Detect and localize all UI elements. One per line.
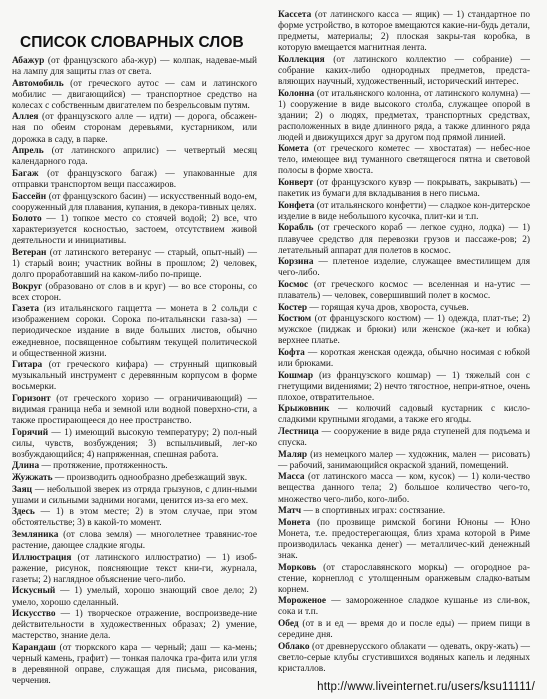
entry-headword: Вокруг xyxy=(12,281,43,292)
dictionary-entry xyxy=(12,530,257,552)
dictionary-entry xyxy=(12,79,257,112)
page-title: СПИСОК СЛОВАРНЫХ СЛОВ xyxy=(20,34,244,51)
dictionary-entry xyxy=(278,223,530,256)
entry-headword: Облако xyxy=(278,641,310,652)
dictionary-entry xyxy=(278,563,530,596)
entry-definition: (от итальянского конфетти) — сладкое кон-дитерское изделие в виде небольшого кусочка, плит-ки и т.п. xyxy=(278,200,530,222)
entry-definition: — в спортивных играх: состязание. xyxy=(301,506,446,517)
dictionary-entry xyxy=(278,201,530,223)
entry-headword: Масса xyxy=(278,472,305,483)
entry-headword: Длина xyxy=(12,461,40,472)
entry-headword: Костюм xyxy=(278,314,312,325)
entry-headword: Лестница xyxy=(278,427,319,438)
entry-headword: Здесь xyxy=(12,507,35,518)
dictionary-entry xyxy=(12,473,257,484)
dictionary-entry xyxy=(278,144,530,177)
entry-definition: — горящая куча дров, хвороста, сучьев. xyxy=(307,302,469,313)
dictionary-entry xyxy=(278,472,530,505)
entry-headword: Обед xyxy=(278,619,299,629)
entry-definition: — колючий садовый кустарник с кисло-сладкими крупными ягодами, а также его ягоды. xyxy=(278,404,530,426)
entry-headword: Корзина xyxy=(278,257,314,268)
left-column xyxy=(12,56,257,687)
entry-headword: Конфета xyxy=(278,200,315,211)
entry-headword: Ветеран xyxy=(12,247,47,258)
entry-headword: Морковь xyxy=(278,562,317,573)
entry-definition: (от французского аба-жур) — колпак, надевае-мый на лампу для защиты глаз от света. xyxy=(12,56,257,78)
entry-headword: Газета xyxy=(12,304,40,315)
dictionary-entry xyxy=(278,619,530,641)
entry-definition: (по прозвище римской богини Юноны — Юно Монета, т.е. предостерегающая, близ храма которой в Риме производилась чеканка денег) — металличес-кий денежный знак. xyxy=(278,517,530,561)
entry-headword: Карандаш xyxy=(12,642,56,653)
entry-definition: (от итальянского колонна, от латинского колумна) — 1) сооружение в виде высокого столба, служащее опорой в здании; 2) о людях, предметах, транспортных средствах, расположенных в виде длинного ряда, а также длинного ряда людей и движущихся друг за другом под прямой линией. xyxy=(278,88,530,143)
dictionary-entry xyxy=(12,507,257,529)
entry-headword: Мороженое xyxy=(278,596,327,607)
entry-headword: Матч xyxy=(278,506,302,517)
entry-definition: (от латинского касса — ящик) — 1) стандартное по форме устройство, в которое вмещаются какие-ни-будь детали, предметы, материалы; 2) плоская закры-тая коробка, в которую вмещается магнитная лента. xyxy=(278,10,530,54)
entry-headword: Иллюстрация xyxy=(12,552,72,563)
dictionary-entry xyxy=(278,450,530,472)
entry-definition: — 1) умелый, хорошо знающий свое дело; 2) умело, хорошо сделанный. xyxy=(12,586,257,608)
dictionary-entry xyxy=(278,89,530,144)
dictionary-entry xyxy=(12,360,257,393)
entry-headword: Бассейн xyxy=(12,191,47,202)
entry-definition: (из французского кошмар) — 1) тяжелый сон с гнетущими видениями; 2) нечто тягостное, непри-ятное, очень плохое, отвратительное. xyxy=(278,370,530,403)
entry-definition: (от французского алле — идти) — дорога, обсажен-ная по обеим сторонам деревьями, кустарником, или дорожка в саду, в парке. xyxy=(12,112,257,145)
entry-definition: (от греческого кораб — легкое судно, лодка) — 1) плавучее средство для перевозки грузов и пассаже-ров; 2) летательный аппарат для полетов в космос. xyxy=(278,223,530,256)
entry-headword: Комета xyxy=(278,144,309,155)
entry-definition: — замороженное сладкое кушанье из сли-вок, сока и т.п. xyxy=(278,596,530,618)
entry-definition: (от слова земля) — многолетнее травянис-тое растение, дающее сладкие ягоды. xyxy=(12,530,257,552)
dictionary-entry xyxy=(278,642,530,675)
entry-definition: — протяжение, протяженность. xyxy=(39,461,168,472)
entry-headword: Земляника xyxy=(12,530,59,541)
entry-headword: Искусный xyxy=(12,586,56,597)
entry-definition: (от старославянского моркы) — огородное ра-стение, корнеплод с утолщенным оранжевым сладко-ватым корнем. xyxy=(278,562,530,595)
entry-definition: (от тюркского кара — черный; даш — ка-мень; черный камень, графит) — тонкая палочка гра-фита или угля в деревянной оправе, служащая для письма, рисования, черчения. xyxy=(12,642,257,687)
entry-definition: (от французского басин) — искусственный водо-ем, сооруженный для плавания, купания, в декора-тивных целях. xyxy=(12,191,257,213)
entry-definition: (от греческого хоризо — ограничивающий) — видимая граница неба и земной или водной поверхно-сти, а также простирающееся до нее пространство. xyxy=(12,393,257,427)
entry-headword: Болото xyxy=(12,214,42,225)
entry-definition: — 1) в этом месте; 2) в этом случае, при этом обстоятельстве; 3) в какой-то момент. xyxy=(12,507,257,529)
entry-headword: Багаж xyxy=(12,168,39,179)
dictionary-entry xyxy=(12,248,257,281)
dictionary-entry xyxy=(12,214,257,247)
dictionary-entry xyxy=(278,404,530,426)
entry-headword: Коллекция xyxy=(278,54,325,65)
entry-definition: (от французского кувэр — покрывать, закрывать) — пакетик из бумаги для вкладывания в него письма. xyxy=(278,178,530,200)
dictionary-entry xyxy=(12,461,257,472)
entry-headword: Аллея xyxy=(12,112,39,123)
entry-definition: — короткая женская одежда, обычно носимая с юбкой или брюками. xyxy=(278,347,530,369)
entry-headword: Корабль xyxy=(278,223,314,234)
entry-definition: — 1) имеющий высокую температуру; 2) пол-ный силы, чувств, возбуждения; 3) вспыльчивый, лег-ко возбуждающийся; 4) напряженная, спешная работа. xyxy=(12,427,257,460)
entry-definition: — 1) топкое место со стоячей водой; 2) все, что характеризуется косностью, застоем, отсутствием живой деятельности и инициативы. xyxy=(12,214,257,247)
dictionary-entry xyxy=(12,146,257,168)
dictionary-entry xyxy=(278,55,530,88)
entry-definition: (от французского багаж) — упакованные для отправки транспортом вещи пассажиров. xyxy=(12,168,257,190)
dictionary-entry xyxy=(12,586,257,608)
entry-headword: Апрель xyxy=(12,146,44,157)
dictionary-entry xyxy=(278,314,530,347)
entry-headword: Абажур xyxy=(12,56,45,66)
entry-headword: Космос xyxy=(278,279,309,290)
entry-headword: Костер xyxy=(278,302,308,313)
dictionary-entry xyxy=(278,371,530,404)
entry-headword: Кассета xyxy=(278,10,312,20)
entry-headword: Горячий xyxy=(12,427,49,438)
entry-headword: Искусство xyxy=(12,609,56,620)
entry-headword: Горизонт xyxy=(12,393,51,404)
entry-headword: Конверт xyxy=(278,178,314,189)
entry-definition: (от латинского иллюстратио) — 1) изоб-ражение, рисунок, поясняющие текст кни-ги, журнала, газеты; 2) наглядное объяснение чего-либо. xyxy=(12,552,257,585)
entry-definition: (от латинского коллектио — собрание) — собрание каких-либо однородных предметов, предста-вляющих научный, художественный, исторический интерес. xyxy=(278,54,530,87)
entry-headword: Кофта xyxy=(278,347,305,358)
dictionary-entry xyxy=(278,303,530,314)
dictionary-entry xyxy=(278,10,530,54)
dictionary-entry xyxy=(278,348,530,370)
entry-headword: Гитара xyxy=(12,360,43,371)
dictionary-entry xyxy=(278,596,530,618)
dictionary-entry xyxy=(12,609,257,642)
entry-definition: (образовано от слов в и круг) — во все стороны, со всех сторон. xyxy=(12,281,257,303)
dictionary-entry xyxy=(12,169,257,191)
dictionary-entry xyxy=(278,178,530,200)
entry-headword: Жужжать xyxy=(12,473,53,484)
dictionary-entry xyxy=(278,506,530,517)
dictionary-entry xyxy=(12,56,257,78)
entry-headword: Монета xyxy=(278,517,311,528)
entry-headword: Колонна xyxy=(278,88,315,99)
dictionary-entry xyxy=(12,553,257,586)
dictionary-entry xyxy=(278,257,530,279)
dictionary-entry xyxy=(278,518,530,562)
entry-definition: (из немецкого малер — художник, мален — рисовать) — рабочий, занимающийся окраской зданий, помещений. xyxy=(278,449,530,471)
entry-definition: (от древнерусского облакати — одевать, окру-жать) — светло-серые клубы сгустившихся водяных капель и ледяных кристаллов. xyxy=(278,641,530,674)
dictionary-entry xyxy=(12,428,257,461)
entry-headword: Кошмар xyxy=(278,370,314,381)
dictionary-entry xyxy=(12,304,257,359)
dictionary-entry xyxy=(278,280,530,302)
entry-definition: (от французского костюм) — 1) одежда, плат-тье; 2) мужское (пиджак и брюки) или женское (жа-кет и юбка) верхнее платье. xyxy=(278,314,530,347)
right-column xyxy=(278,10,530,675)
dictionary-entry xyxy=(12,282,257,304)
entry-headword: Крыжовник xyxy=(278,404,330,415)
entry-headword: Автомобиль xyxy=(12,78,64,89)
entry-headword: Маляр xyxy=(278,449,308,460)
entry-definition: (от греческого кометес — хвостатая) — небес-ное тело, имеющее вид туманного светящегося пятна и световой полосы в форме хвоста. xyxy=(278,144,530,177)
entry-definition: (от латинского априлис) — четвертый месяц календарного года. xyxy=(12,146,257,168)
dictionary-entry xyxy=(12,192,257,214)
entry-definition: (от греческого кифара) — струнный щипковый музыкальный инструмент с деревянным корпусом в форме восьмерки. xyxy=(12,360,257,393)
entry-definition: (от в и ед — время до и после еды) — прием пищи в середине дня. xyxy=(278,619,530,641)
entry-definition: — сооружение в виде ряда ступеней для подъема и спуска. xyxy=(278,427,530,449)
dictionary-entry xyxy=(12,643,257,687)
dictionary-entry xyxy=(12,394,257,427)
dictionary-entry xyxy=(278,427,530,449)
entry-definition: (из итальянского гаццетта — монета в 2 сольди с изображением сороки. Сорока по-итальянски газа-за) — периодическое издание в виде больших листов, обычно ежедневное, посвященное событиям текущей политической и общественной жизни. xyxy=(12,304,257,359)
dictionary-entry xyxy=(12,485,257,507)
entry-definition: — плетеное изделие, служащее вместилищем для чего-либо. xyxy=(278,257,530,279)
dictionary-entry xyxy=(12,112,257,145)
entry-definition: — производить однообразно дребезжащий звук. xyxy=(52,473,248,484)
footer-url: http://www.liveinternet.ru/users/ksu11111/ xyxy=(317,681,535,693)
entry-definition: (от латинского масса — ком, кусок) — 1) коли-чество вещества данного тела; 2) большое количество чего-то, множество чего-либо, кого-либо. xyxy=(278,472,530,505)
entry-definition: (от греческого аутос — сам и латинского мобилис — двигающийся) — транспортное средство на колесах с собственным двигателем по безрельсовым путям. xyxy=(12,78,257,111)
entry-headword: Заяц xyxy=(12,484,33,495)
entry-definition: (от латинского ветеранус — старый, опыт-ный) — 1) старый воин; участник войны в прошлом; 2) человек, долго проработавший на каком-либо по-прище. xyxy=(12,247,257,281)
entry-definition: — небольшой зверек из отряда грызунов, с длин-ными ушами и сильными задними ногами, ценится из-за его мех. xyxy=(12,484,257,506)
entry-definition: — 1) творческое отражение, воспроизведе-ние действительности в художественных образах; 2) умение, мастерство, знание дела. xyxy=(12,609,257,642)
entry-definition: (от греческого космос — вселенная и на-утис — плаватель) — человек, совершивший полет в космос. xyxy=(278,279,530,301)
